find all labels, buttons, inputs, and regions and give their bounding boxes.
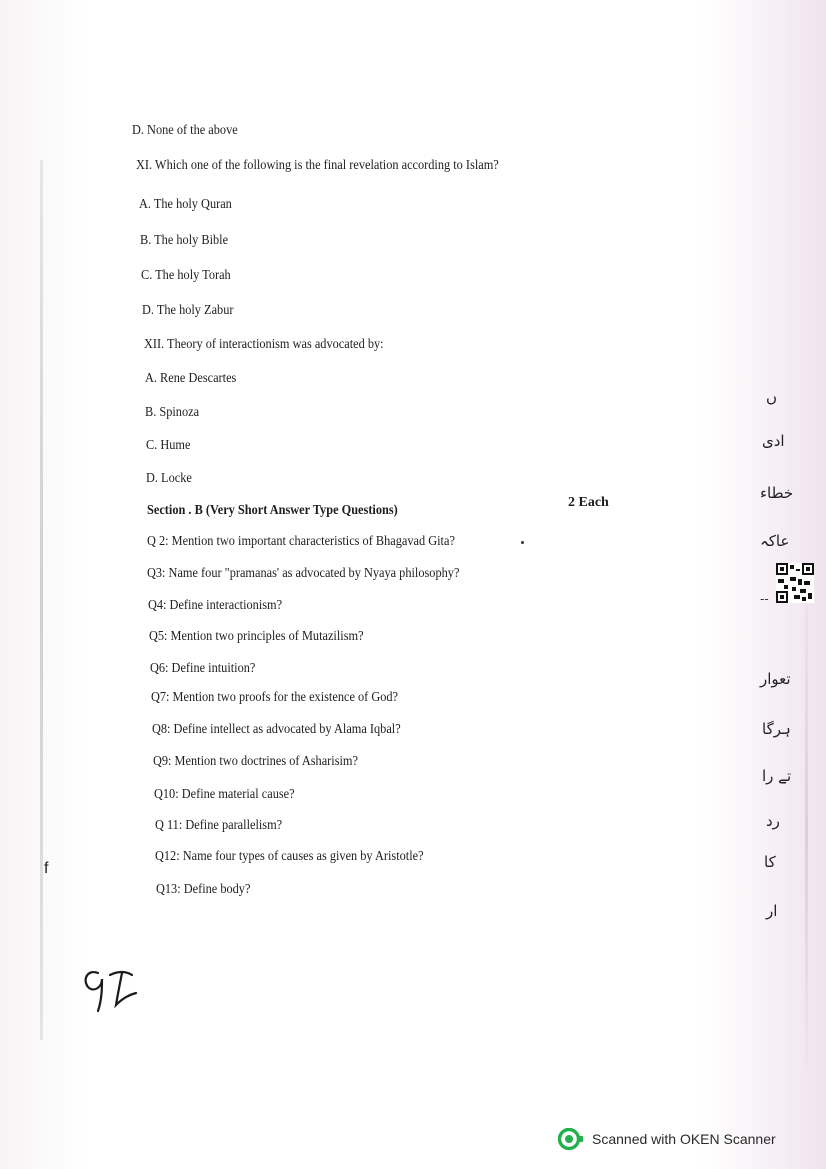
urdu-fragment: کا <box>764 853 776 871</box>
option-d-prev: D. None of the above <box>132 123 238 138</box>
question-item: Q 2: Mention two important characteristics of Bhagavad Gita? <box>147 534 455 549</box>
option-c-xi: C. The holy Torah <box>141 268 231 283</box>
scanner-logo-icon <box>558 1128 584 1150</box>
left-page-edge-shadow <box>40 160 43 1040</box>
scanner-watermark: Scanned with OKEN Scanner <box>592 1131 776 1147</box>
urdu-fragment: تعوار <box>760 670 791 688</box>
signature-mark-icon <box>78 965 140 1015</box>
urdu-fragment: خطاء <box>760 484 794 502</box>
urdu-fragment: رد <box>766 812 780 830</box>
question-item: Q13: Define body? <box>156 882 251 897</box>
option-a-xii: A. Rene Descartes <box>145 371 237 386</box>
stray-dot <box>521 541 524 544</box>
right-page-edge-shadow <box>805 600 808 1070</box>
question-item: Q9: Mention two doctrines of Asharisim? <box>153 754 358 769</box>
question-item: Q3: Name four "pramanas' as advocated by Nyaya philosophy? <box>147 566 460 581</box>
urdu-fragment: ہرگا <box>762 720 791 738</box>
option-c-xii: C. Hume <box>146 438 191 453</box>
scanner-footer <box>558 1128 776 1150</box>
urdu-fragment: عاکہ <box>760 532 790 550</box>
qr-dash: -- <box>760 592 769 606</box>
urdu-fragment: ار <box>766 902 778 920</box>
urdu-fragment: ادی <box>762 432 785 450</box>
option-d-xii: D. Locke <box>146 471 192 486</box>
option-a-xi: A. The holy Quran <box>139 197 232 212</box>
margin-letter: f <box>44 860 49 877</box>
option-d-xi: D. The holy Zabur <box>142 303 234 318</box>
question-item: Q12: Name four types of causes as given by Aristotle? <box>155 849 424 864</box>
question-item: Q10: Define material cause? <box>154 787 295 802</box>
question-item: Q5: Mention two principles of Mutazilism? <box>149 629 364 644</box>
option-b-xi: B. The holy Bible <box>140 233 229 248</box>
qr-code-icon <box>776 563 814 603</box>
urdu-fragment: تے را <box>762 767 792 785</box>
question-item: Q7: Mention two proofs for the existence of God? <box>151 690 399 705</box>
question-item: Q8: Define intellect as advocated by Alama Iqbal? <box>152 722 401 737</box>
question-item: Q6: Define intuition? <box>150 661 256 676</box>
question-item: Q 11: Define parallelism? <box>155 818 283 833</box>
option-b-xii: B. Spinoza <box>145 405 200 420</box>
question-item: Q4: Define interactionism? <box>148 598 283 613</box>
section-b-heading: Section . B (Very Short Answer Type Questions) <box>147 503 398 518</box>
urdu-fragment: ں <box>766 388 778 406</box>
section-b-marks: 2 Each <box>568 495 609 510</box>
question-xi: XI. Which one of the following is the final revelation according to Islam? <box>136 158 499 173</box>
question-xii: XII. Theory of interactionism was advocated by: <box>144 337 384 352</box>
